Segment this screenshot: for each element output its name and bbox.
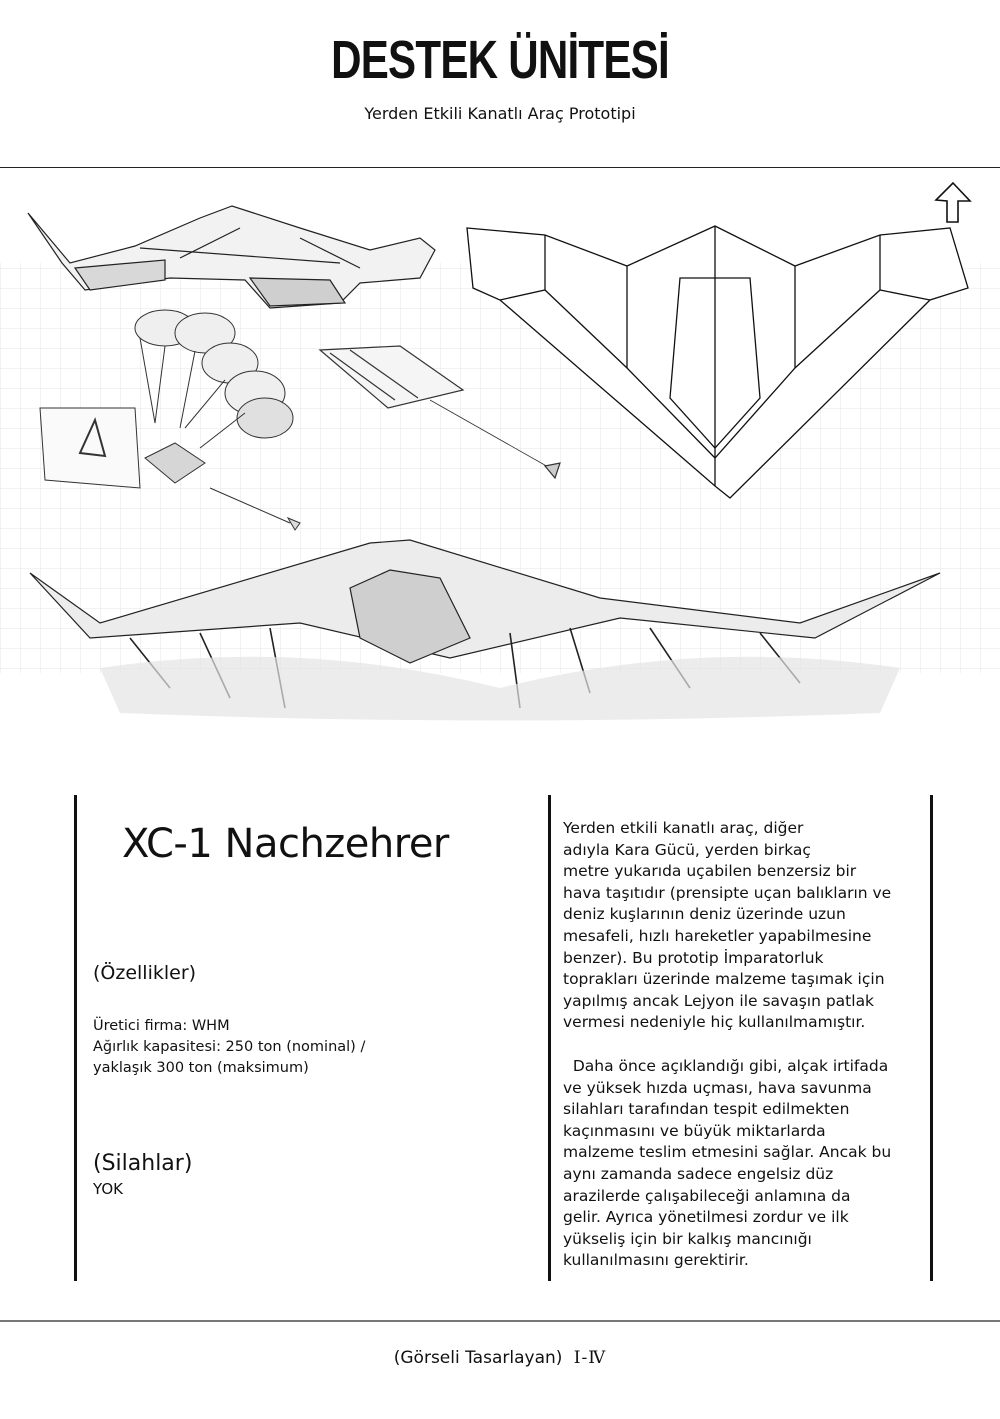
- desc-line: aynı zamanda sadece engelsiz düz: [563, 1164, 834, 1183]
- desc-line: gelir. Ayrıca yönetilmesi zordur ve ilk: [563, 1208, 849, 1227]
- desc-line: toprakları üzerinde malzeme taşımak için: [563, 970, 885, 989]
- up-arrow-icon: [936, 183, 970, 222]
- credit-artist: I-Ⅳ: [573, 1348, 607, 1368]
- desc-line: silahları tarafından tespit edilmekten: [563, 1100, 850, 1119]
- desc-line: adıyla Kara Gücü, yerden birkaç: [563, 840, 811, 859]
- credit-label: (Görseli Tasarlayan): [393, 1348, 563, 1368]
- desc-line: mesafeli, hızlı hareketler yapabilmesine: [563, 926, 872, 945]
- desc-line: hava taşıtıdır (prensipte uçan balıkların ve: [563, 883, 892, 902]
- desc-line: kaçınmasını ve büyük miktarlarda: [563, 1121, 826, 1140]
- unit-name: XC-1 Nachzehrer: [122, 821, 449, 867]
- desc-line: kullanılmasını gerektirir.: [563, 1251, 749, 1270]
- spec-weight-capacity-max: yaklaşık 300 ton (maksimum): [93, 1060, 309, 1076]
- footer-divider: [0, 1320, 1000, 1322]
- image-credit: [0, 1346, 1000, 1370]
- desc-line: arazilerde çalışabileceği anlamına da: [563, 1186, 851, 1205]
- desc-line: benzer). Bu prototip İmparatorluk: [563, 948, 824, 967]
- weapons-value: YOK: [93, 1180, 123, 1198]
- column-divider-right: [930, 795, 933, 1281]
- aircraft-illustration: [0, 168, 1000, 728]
- spec-manufacturer: Üretici firma: WHM: [93, 1018, 230, 1034]
- column-divider-left: [74, 795, 77, 1281]
- desc-line: ve yüksek hızda uçması, hava savunma: [563, 1078, 872, 1097]
- description-paragraph-2: [563, 1056, 923, 1272]
- spec-weight-capacity: Ağırlık kapasitesi: 250 ton (nominal) /: [93, 1039, 366, 1055]
- desc-line: vermesi nedeniyle hiç kullanılmamıştır.: [563, 1013, 866, 1032]
- desc-line: yükseliş için bir kalkış mancınığı: [563, 1229, 812, 1248]
- desc-line: Daha önce açıklandığı gibi, alçak irtifada: [563, 1057, 889, 1075]
- features-heading: (Özellikler): [93, 962, 197, 984]
- weapons-heading: (Silahlar): [93, 1151, 193, 1176]
- page-subtitle: Yerden Etkili Kanatlı Araç Prototipi: [364, 104, 636, 123]
- desc-line: malzeme teslim etmesini sağlar. Ancak bu: [563, 1143, 892, 1162]
- desc-line: yapılmış ancak Lejyon ile savaşın patlak: [563, 991, 875, 1010]
- desc-line: metre yukarıda uçabilen benzersiz bir: [563, 862, 857, 881]
- desc-line: deniz kuşlarının deniz üzerinde uzun: [563, 905, 846, 924]
- description-paragraph-1: [563, 818, 923, 1034]
- desc-line: Yerden etkili kanatlı araç, diğer: [563, 819, 804, 837]
- column-divider-middle: [548, 795, 551, 1281]
- page-title: DESTEK ÜNİTESİ: [331, 30, 669, 90]
